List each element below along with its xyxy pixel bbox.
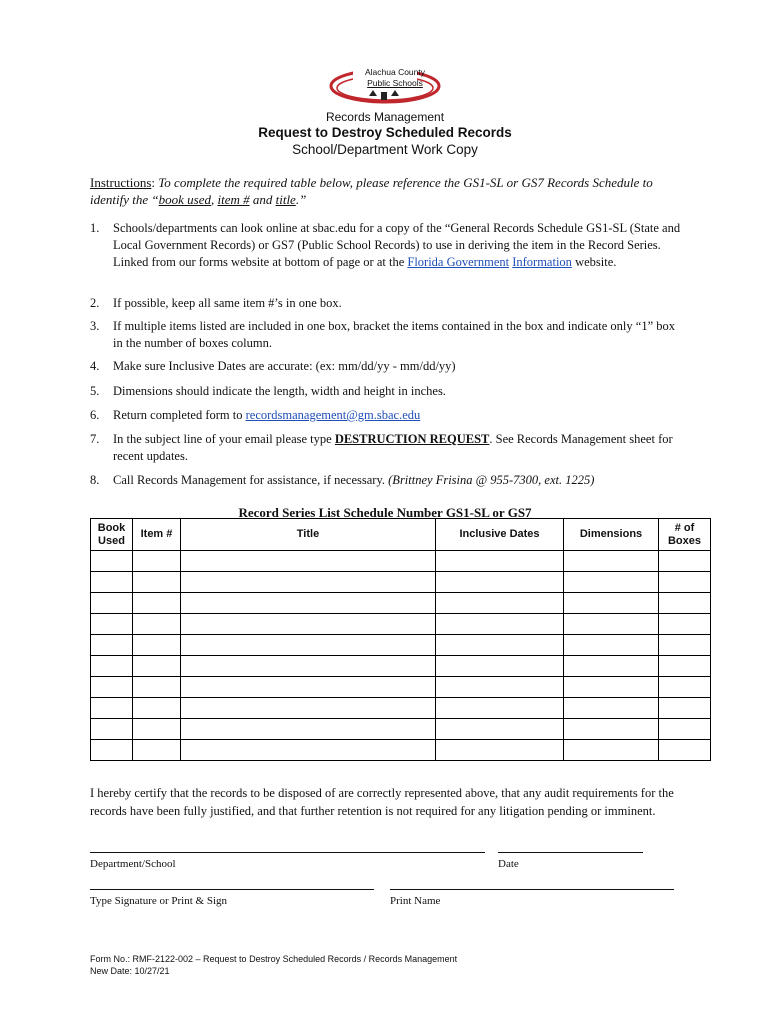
table-cell[interactable] xyxy=(133,551,181,572)
table-cell[interactable] xyxy=(133,719,181,740)
table-cell[interactable] xyxy=(564,635,659,656)
list-item-text-b: . See Records Management sheet for recent updates. xyxy=(113,432,673,463)
table-cell[interactable] xyxy=(91,677,133,698)
table-row xyxy=(91,572,711,593)
certification-statement: I hereby certify that the records to be disposed of are correctly represented above, that any audit requirements for the records have been fully justified, and that further retention is not required for any litigation pending or imminent. xyxy=(90,786,674,818)
list-item-text-a: In the subject line of your email please type xyxy=(113,432,335,446)
list-item-text: Dimensions should indicate the length, width and height in inches. xyxy=(113,384,446,398)
table-cell[interactable] xyxy=(133,572,181,593)
list-item-number: 6. xyxy=(90,408,100,422)
instructions-item-num: item # xyxy=(217,192,250,207)
table-cell[interactable] xyxy=(436,572,564,593)
list-item-number: 3. xyxy=(90,319,100,333)
signature-line[interactable] xyxy=(90,889,374,890)
list-item-text-a: Call Records Management for assistance, if necessary. xyxy=(113,473,389,487)
table-cell[interactable] xyxy=(133,656,181,677)
table-cell[interactable] xyxy=(91,593,133,614)
table-cell[interactable] xyxy=(659,677,711,698)
column-header: Book Used xyxy=(91,519,133,551)
table-row xyxy=(91,593,711,614)
table-cell[interactable] xyxy=(133,698,181,719)
instructions-and: and xyxy=(249,192,276,207)
table-header-row xyxy=(91,519,711,551)
table-cell[interactable] xyxy=(181,677,436,698)
table-cell[interactable] xyxy=(181,740,436,761)
table-cell[interactable] xyxy=(564,593,659,614)
list-item-number: 8. xyxy=(90,473,100,487)
table-cell[interactable] xyxy=(659,614,711,635)
list-item-number: 1. xyxy=(90,221,100,235)
list-item-number: 4. xyxy=(90,359,100,373)
table-cell[interactable] xyxy=(436,614,564,635)
column-header: Item # xyxy=(133,519,181,551)
table-cell[interactable] xyxy=(659,719,711,740)
table-cell[interactable] xyxy=(181,635,436,656)
table-cell[interactable] xyxy=(181,551,436,572)
information-link[interactable]: Information xyxy=(512,255,572,269)
table-cell[interactable] xyxy=(91,656,133,677)
list-item-number: 2. xyxy=(90,296,100,310)
list-item-text xyxy=(113,407,683,424)
list-item-text: If multiple items listed are included in one box, bracket the items contained in the box and indicate only “1” box in the number of boxes column. xyxy=(113,319,675,350)
table-cell[interactable] xyxy=(564,719,659,740)
list-item-number: 5. xyxy=(90,384,100,398)
table-cell[interactable] xyxy=(181,698,436,719)
table-cell[interactable] xyxy=(133,593,181,614)
department-school-line[interactable] xyxy=(90,852,485,853)
table-cell[interactable] xyxy=(91,698,133,719)
table-cell[interactable] xyxy=(659,572,711,593)
record-series-table xyxy=(90,518,711,761)
table-cell[interactable] xyxy=(564,614,659,635)
table-row xyxy=(91,677,711,698)
table-cell[interactable] xyxy=(659,635,711,656)
list-item-text: If possible, keep all same item #’s in one box. xyxy=(113,296,342,310)
table-cell[interactable] xyxy=(91,635,133,656)
table-cell[interactable] xyxy=(181,572,436,593)
date-line[interactable] xyxy=(498,852,643,853)
table-cell[interactable] xyxy=(659,551,711,572)
table-cell[interactable] xyxy=(91,551,133,572)
list-item-text-b: website. xyxy=(571,255,617,269)
list-item-text xyxy=(113,431,683,465)
table-row xyxy=(91,656,711,677)
table-cell[interactable] xyxy=(436,593,564,614)
column-header: Title xyxy=(181,519,436,551)
table-row xyxy=(91,719,711,740)
table-cell[interactable] xyxy=(659,698,711,719)
list-item-text xyxy=(113,472,683,489)
instructions-title-word: title xyxy=(275,192,296,207)
instructions-label: Instructions xyxy=(90,175,152,190)
signature-label: Type Signature or Print & Sign xyxy=(90,895,228,907)
table-cell[interactable] xyxy=(181,719,436,740)
table-cell[interactable] xyxy=(436,635,564,656)
table-cell[interactable] xyxy=(436,698,564,719)
table-cell[interactable] xyxy=(133,614,181,635)
column-header: Dimensions xyxy=(564,519,659,551)
table-cell[interactable] xyxy=(181,614,436,635)
table-title: Record Series List Schedule Number GS1-SL or GS7 xyxy=(238,505,532,520)
instructions-book-used: book used xyxy=(158,192,211,207)
table-cell[interactable] xyxy=(436,677,564,698)
instructions-comma: , xyxy=(210,192,218,207)
table-row xyxy=(91,614,711,635)
form-title: Request to Destroy Scheduled Records xyxy=(258,125,512,140)
destruction-request-keyword: DESTRUCTION REQUEST xyxy=(334,432,490,446)
print-name-label: Print Name xyxy=(390,895,441,907)
table-cell[interactable] xyxy=(564,740,659,761)
table-cell[interactable] xyxy=(564,677,659,698)
form-number: Form No.: RMF-2122-002 – Request to Destroy Scheduled Records / Records Management xyxy=(90,954,458,964)
department-heading: Records Management xyxy=(325,110,445,124)
form-subtitle: School/Department Work Copy xyxy=(292,142,478,157)
table-cell[interactable] xyxy=(436,551,564,572)
table-cell[interactable] xyxy=(436,656,564,677)
table-cell[interactable] xyxy=(659,740,711,761)
table-cell[interactable] xyxy=(133,677,181,698)
table-cell[interactable] xyxy=(91,572,133,593)
table-cell[interactable] xyxy=(91,614,133,635)
instructions-text-a: To complete the required table below, please reference the GS1-SL or GS7 Records Schedule to identify the “ xyxy=(90,175,653,207)
table-row xyxy=(91,698,711,719)
instructions-text-end: .” xyxy=(295,192,307,207)
table-cell[interactable] xyxy=(91,719,133,740)
date-label: Date xyxy=(498,858,519,870)
column-header: Inclusive Dates xyxy=(436,519,564,551)
table-cell[interactable] xyxy=(91,740,133,761)
table-cell[interactable] xyxy=(659,593,711,614)
table-cell[interactable] xyxy=(564,656,659,677)
florida-government-link[interactable]: Florida Government xyxy=(407,255,510,269)
list-item-number: 7. xyxy=(90,432,100,446)
table-cell[interactable] xyxy=(133,635,181,656)
table-cell[interactable] xyxy=(564,551,659,572)
instructions-colon: : xyxy=(151,175,159,190)
list-item-text-a: Schools/departments can look online at sbac.edu for a copy of the “General Records Schedule GS1-SL (State and Local Government Records) or GS7 (Public School Records) to use in deriving the item in the Record Series. Linked from our forms website at bottom of page or at the xyxy=(113,221,681,269)
table-cell[interactable] xyxy=(564,698,659,719)
logo-line-2: Public Schools xyxy=(367,78,423,88)
table-cell[interactable] xyxy=(181,593,436,614)
table-cell[interactable] xyxy=(436,740,564,761)
column-header: # of Boxes xyxy=(659,519,711,551)
table-cell[interactable] xyxy=(659,656,711,677)
table-cell[interactable] xyxy=(436,719,564,740)
print-name-line[interactable] xyxy=(390,889,674,890)
table-cell[interactable] xyxy=(133,740,181,761)
list-item-text xyxy=(113,220,683,271)
table-cell[interactable] xyxy=(564,572,659,593)
revision-date: New Date: 10/27/21 xyxy=(90,966,170,976)
contact-info: (Brittney Frisina @ 955-7300, ext. 1225) xyxy=(388,473,595,487)
table-row xyxy=(91,635,711,656)
instructions xyxy=(90,174,690,208)
list-item-text-a: Return completed form to xyxy=(113,408,246,422)
email-link[interactable]: recordsmanagement@gm.sbac.edu xyxy=(245,408,421,422)
department-school-label: Department/School xyxy=(90,858,176,870)
list-item-text: Make sure Inclusive Dates are accurate: (ex: mm/dd/yy - mm/dd/yy) xyxy=(113,359,456,373)
table-row xyxy=(91,740,711,761)
logo-line-1: Alachua County xyxy=(364,67,425,77)
instructions-text xyxy=(90,175,653,207)
table-cell[interactable] xyxy=(181,656,436,677)
table-row xyxy=(91,551,711,572)
